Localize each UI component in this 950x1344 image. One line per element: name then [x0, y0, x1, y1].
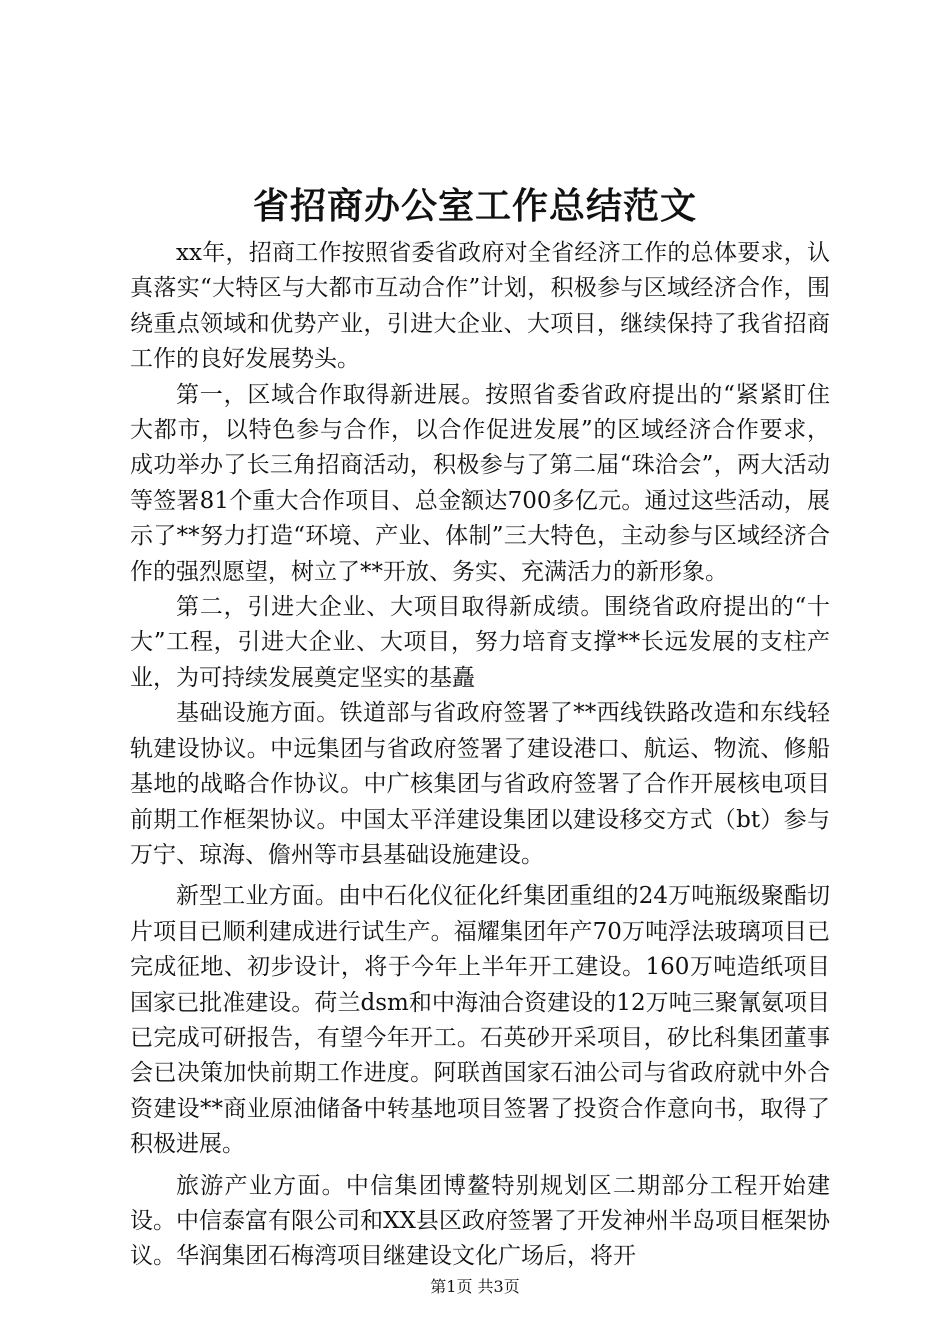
paragraph-new-industry: 新型工业方面。由中石化仪征化纤集团重组的24万吨瓶级聚酯切片项目已顺利建成进行试生产。福耀集团年产70万吨浮法玻璃项目已完成征地、初步设计，将于今年上半年开工建设。160万吨造纸项目国家已批准建设。荷兰dsm和中海油合资建设的12万吨三聚氰氨项目已完成可研报告，有望今年开工。石英砂开采项目，矽比科集团董事会已决策加快前期工作进度。阿联酋国家石油公司与省政府就中外合资建设**商业原油储备中转基地项目签署了投资合作意向书，取得了积极进展。 — [130, 883, 830, 1158]
paragraph-tourism: 旅游产业方面。中信集团博鳌特别规划区二期部分工程开始建设。中信泰富有限公司和XX县区政府签署了开发神州半岛项目框架协议。华润集团石梅湾项目继建设文化广场后，将开 — [130, 1172, 830, 1270]
paragraph-regional-cooperation: 第一，区域合作取得新进展。按照省委省政府提出的“紧紧盯住大都市，以特色参与合作，以合作促进发展”的区域经济合作要求，成功举办了长三角招商活动，积极参与了第二届“珠洽会”，两大活动等签署81个重大合作项目、总金额达700多亿元。通过这些活动，展示了**努力打造“环境、产业、体制”三大特色，主动参与区域经济合作的强烈愿望，树立了**开放、务实、充满活力的新形象。 — [130, 381, 830, 585]
document-body — [130, 236, 830, 1275]
paragraph-infrastructure: 基础设施方面。铁道部与省政府签署了**西线铁路改造和东线轻轨建设协议。中远集团与省政府签署了建设港口、航运、物流、修船基地的战略合作协议。中广核集团与省政府签署了合作开展核电项目前期工作框架协议。中国太平洋建设集团以建设移交方式（bt）参与万宁、琼海、儋州等市县基础设施建设。 — [130, 700, 830, 868]
paragraph-intro: xx年，招商工作按照省委省政府对全省经济工作的总体要求，认真落实“大特区与大都市互动合作”计划，积极参与区域经济合作，围绕重点领域和优势产业，引进大企业、大项目，继续保持了我省招商工作的良好发展势头。 — [130, 240, 830, 373]
page-footer: 第1页 共3页 — [430, 1277, 520, 1296]
paragraph-major-projects: 第二，引进大企业、大项目取得新成绩。围绕省政府提出的“十大”工程，引进大企业、大项目，努力培育支撑**长远发展的支柱产业，为可持续发展奠定坚实的基矗 — [130, 594, 830, 691]
document-title: 省招商办公室工作总结范文 — [252, 186, 697, 227]
